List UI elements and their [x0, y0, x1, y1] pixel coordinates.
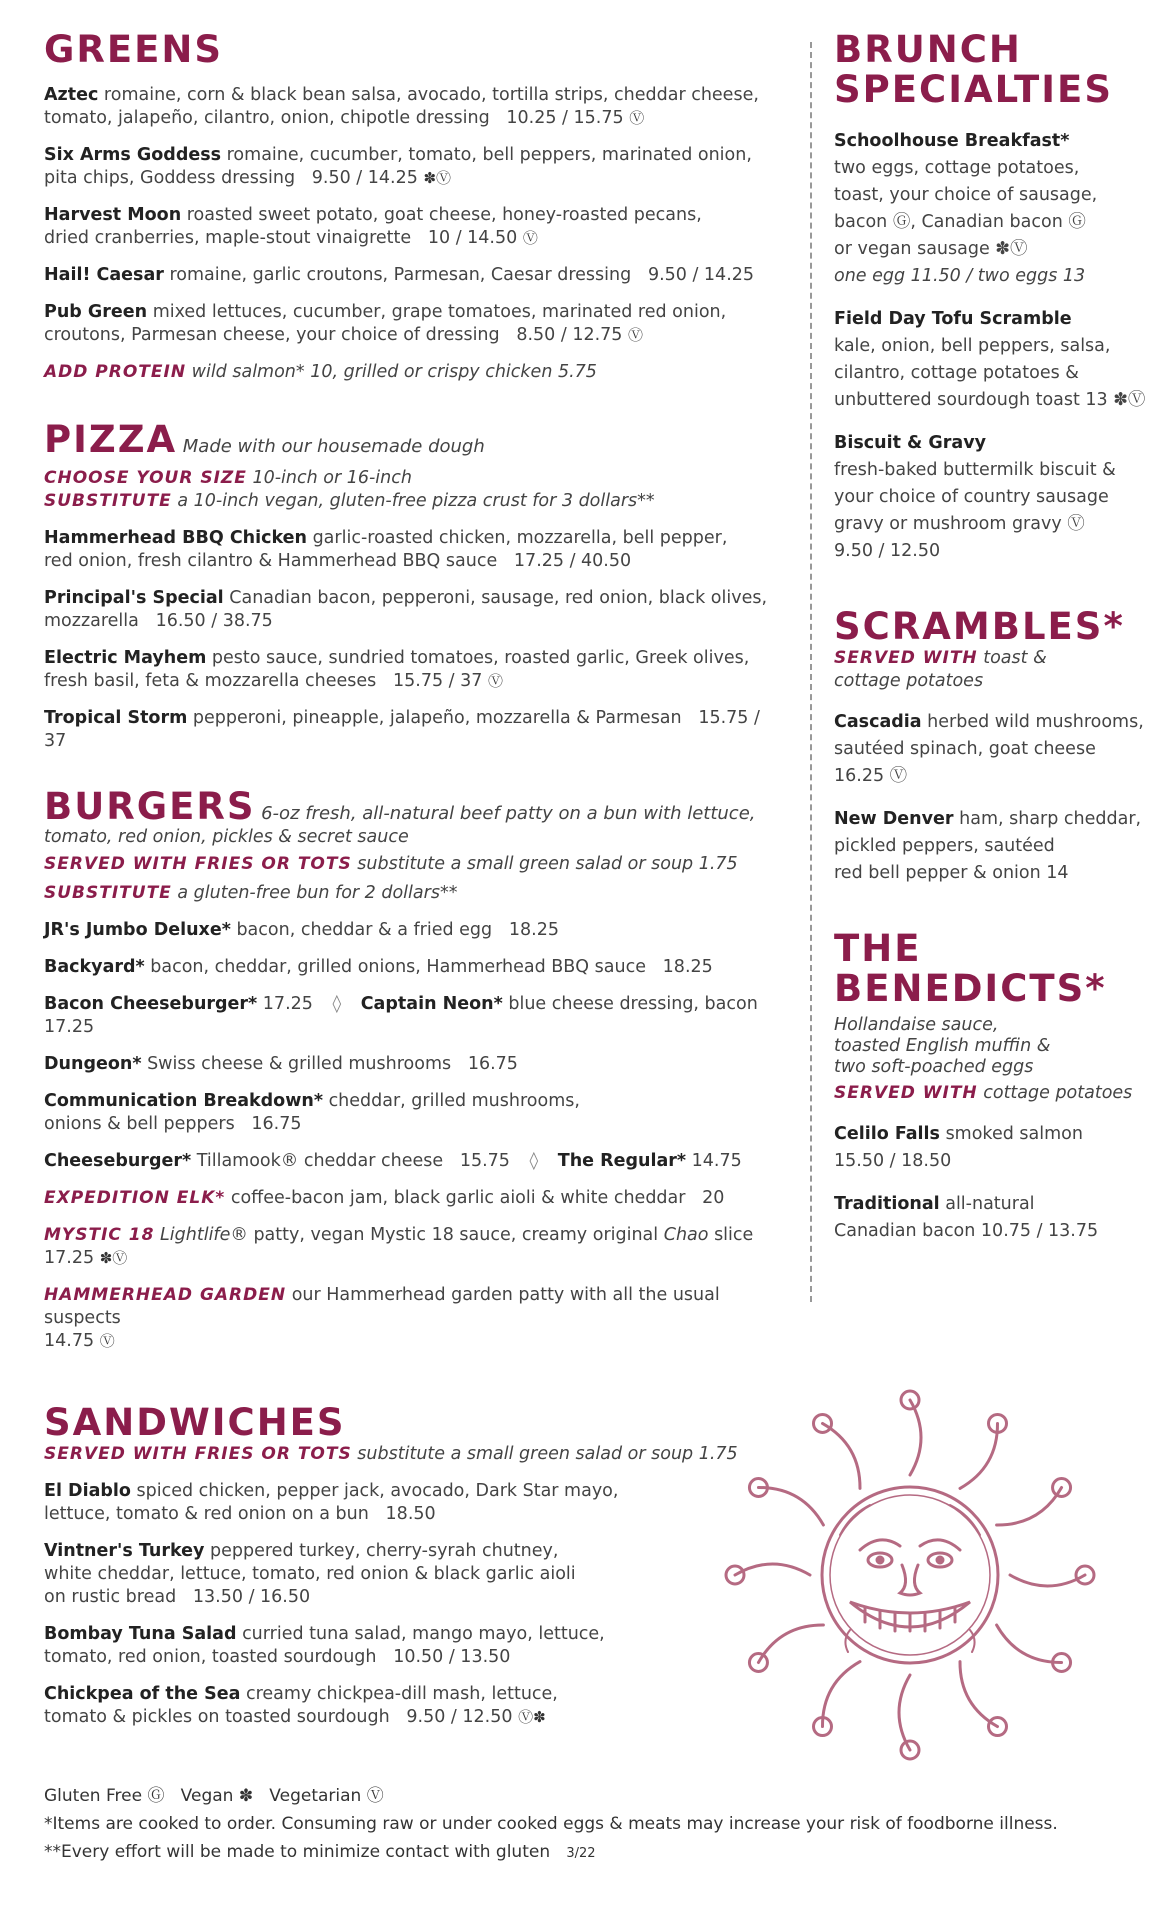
benedicts-note: Hollandaise sauce, toasted English muffin & two soft-poached eggs	[834, 1015, 1051, 1077]
sun-ray	[899, 1675, 910, 1750]
menu-item: Hail! Caesar romaine, garlic croutons, Parmesan, Caesar dressing 9.50 / 14.25	[44, 265, 755, 285]
brunch-title: BRUNCH SPECIALTIES	[834, 28, 1113, 111]
diamond-separator: ◊	[529, 1151, 539, 1171]
sun-ray	[1010, 1575, 1085, 1586]
menu-item: Pub Green mixed lettuces, cucumber, grape tomatoes, marinated red onion, croutons, Parmesan cheese, your choice of dressing 8.50 / 12.75 Ⓥ	[44, 302, 727, 345]
scrambles-served: SERVED WITH toast & cottage potatoes	[834, 648, 1047, 691]
burgers-substitute: SUBSTITUTE a gluten-free bun for 2 dollars**	[44, 883, 458, 903]
menu-item: Field Day Tofu Scramble kale, onion, bell peppers, salsa, cilantro, cottage potatoes & unbuttered sourdough toast 13 ✽Ⓥ	[834, 309, 1146, 410]
menu-item: Traditional all-natural Canadian bacon 10.75 / 13.75	[834, 1194, 1099, 1241]
greens-title: GREENS	[44, 28, 224, 71]
burgers-section	[44, 787, 784, 1353]
benedicts-served: SERVED WITH cottage potatoes	[834, 1083, 1133, 1103]
menu-item: Electric Mayhem pesto sauce, sundried tomatoes, roasted garlic, Greek olives, fresh basil, feta & mozzarella cheeses 15.75 / 37 Ⓥ	[44, 648, 750, 691]
pizza-title: PIZZA	[44, 418, 178, 461]
sun-ray	[910, 1400, 921, 1475]
brunch-section	[834, 30, 1154, 565]
menu-item: Harvest Moon roasted sweet potato, goat cheese, honey-roasted pecans, dried cranberries, maple-stout vinaigrette 10 / 14.50 Ⓥ	[44, 205, 702, 248]
pizza-substitute: SUBSTITUTE a 10-inch vegan, gluten-free pizza crust for 3 dollars**	[44, 491, 655, 511]
burgers-note2: tomato, red onion, pickles & secret sauce	[44, 827, 409, 847]
menu-item: Schoolhouse Breakfast* two eggs, cottage potatoes, toast, your choice of sausage, bacon Ⓖ, Canadian bacon Ⓖ or vegan sausage ✽Ⓥ one egg 11.50 / two eggs 13	[834, 131, 1098, 286]
menu-item: Celilo Falls smoked salmon 15.50 / 18.50	[834, 1124, 1083, 1171]
menu-item: Tropical Storm pepperoni, pineapple, jalapeño, mozzarella & Parmesan 15.75 / 37	[44, 708, 760, 751]
menu-item: El Diablo spiced chicken, pepper jack, avocado, Dark Star mayo, lettuce, tomato & red onion on a bun 18.50	[44, 1481, 619, 1524]
sun-ray	[997, 1625, 1062, 1663]
sun-ray	[997, 1488, 1062, 1526]
menu-item: Backyard* bacon, cheddar, grilled onions, Hammerhead BBQ sauce 18.25	[44, 957, 713, 977]
sun-ray	[735, 1564, 810, 1575]
menu-item: Bombay Tuna Salad curried tuna salad, mango mayo, lettuce, tomato, red onion, toasted sourdough 10.50 / 13.50	[44, 1624, 605, 1667]
menu-item: Cheeseburger* Tillamook® cheddar cheese 15.75 ◊ The Regular* 14.75	[44, 1151, 742, 1171]
gluten-note: **Every effort will be made to minimize contact with gluten 3/22	[44, 1842, 596, 1862]
menu-item: Bacon Cheeseburger* 17.25 ◊ Captain Neon* blue cheese dressing, bacon 17.25	[44, 994, 758, 1037]
menu-item: Cascadia herbed wild mushrooms, sautéed spinach, goat cheese 16.25 Ⓥ	[834, 712, 1144, 786]
menu-item: Chickpea of the Sea creamy chickpea-dill mash, lettuce, tomato & pickles on toasted sourdough 9.50 / 12.50 Ⓥ✽	[44, 1684, 558, 1727]
menu-item: Principal's Special Canadian bacon, pepperoni, sausage, red onion, black olives, mozzarella 16.50 / 38.75	[44, 588, 768, 631]
sun-face-illustration	[690, 1370, 1130, 1770]
sandwiches-section	[44, 1403, 784, 1729]
sandwiches-title: SANDWICHES	[44, 1401, 346, 1444]
sun-ray	[960, 1423, 998, 1488]
scrambles-section	[834, 607, 1154, 887]
menu-item: EXPEDITION ELK* coffee-bacon jam, black garlic aioli & white cheddar 20	[44, 1188, 725, 1208]
sun-ray	[822, 1662, 860, 1727]
menu-item: HAMMERHEAD GARDEN our Hammerhead garden patty with all the usual suspects 14.75 Ⓥ	[44, 1285, 720, 1351]
pizza-note: Made with our housemade dough	[182, 436, 485, 457]
revision-date: 3/22	[566, 1846, 596, 1861]
left-column	[44, 30, 784, 1743]
sun-ray	[758, 1625, 823, 1663]
scrambles-title: SCRAMBLES*	[834, 605, 1125, 648]
menu-item: MYSTIC 18 Lightlife® patty, vegan Mystic 18 sauce, creamy original Chao slice 17.25 ✽Ⓥ	[44, 1225, 754, 1268]
menu-item: Vintner's Turkey peppered turkey, cherry-syrah chutney, white cheddar, lettuce, tomato, red onion & black garlic aioli on rustic bread 13.50 / 16.50	[44, 1541, 576, 1607]
menu-item: Biscuit & Gravy fresh-baked buttermilk biscuit & your choice of country sausage gravy or mushroom gravy Ⓥ 9.50 / 12.50	[834, 433, 1116, 561]
diamond-separator: ◊	[332, 994, 342, 1014]
menu-item: Aztec romaine, corn & black bean salsa, avocado, tortilla strips, cheddar cheese, tomato, jalapeño, cilantro, onion, chipotle dressing 10.25 / 15.75 Ⓥ	[44, 85, 759, 128]
diet-legend: Gluten Free Ⓖ Vegan ✽ Vegetarian Ⓥ	[44, 1786, 384, 1806]
raw-food-warning: *Items are cooked to order. Consuming raw or under cooked eggs & meats may increase your risk of foodborne illness.	[44, 1814, 1058, 1834]
burgers-note: 6-oz fresh, all-natural beef patty on a bun with lettuce,	[261, 803, 756, 824]
sun-ray	[823, 1423, 861, 1488]
menu-footer	[44, 1782, 1144, 1868]
menu-item: Six Arms Goddess romaine, cucumber, tomato, bell peppers, marinated onion, pita chips, Goddess dressing 9.50 / 14.25 ✽Ⓥ	[44, 145, 752, 188]
benedicts-section	[834, 929, 1154, 1245]
burgers-title: BURGERS	[44, 785, 256, 828]
menu-item: Communication Breakdown* cheddar, grilled mushrooms, onions & bell peppers 16.75	[44, 1091, 580, 1134]
menu-item: Hammerhead BBQ Chicken garlic-roasted chicken, mozzarella, bell pepper, red onion, fresh cilantro & Hammerhead BBQ sauce 17.25 / 40.50	[44, 528, 728, 571]
pizza-size: CHOOSE YOUR SIZE 10-inch or 16-inch	[44, 468, 412, 488]
add-protein: ADD PROTEIN wild salmon* 10, grilled or crispy chicken 5.75	[44, 362, 597, 382]
sun-ray	[758, 1487, 823, 1525]
benedicts-title: THE BENEDICTS*	[834, 927, 1107, 1010]
greens-section	[44, 30, 784, 384]
menu-item: JR's Jumbo Deluxe* bacon, cheddar & a fried egg 18.25	[44, 920, 559, 940]
sun-ray	[960, 1662, 998, 1727]
right-column	[834, 30, 1154, 1261]
column-divider	[810, 42, 812, 1302]
sandwiches-served: SERVED WITH FRIES OR TOTS substitute a small green salad or soup 1.75	[44, 1444, 738, 1464]
burgers-served: SERVED WITH FRIES OR TOTS substitute a small green salad or soup 1.75	[44, 854, 738, 874]
menu-item: New Denver ham, sharp cheddar, pickled peppers, sautéed red bell pepper & onion 14	[834, 809, 1142, 883]
menu-item: Dungeon* Swiss cheese & grilled mushrooms 16.75	[44, 1054, 518, 1074]
pizza-section	[44, 420, 784, 753]
